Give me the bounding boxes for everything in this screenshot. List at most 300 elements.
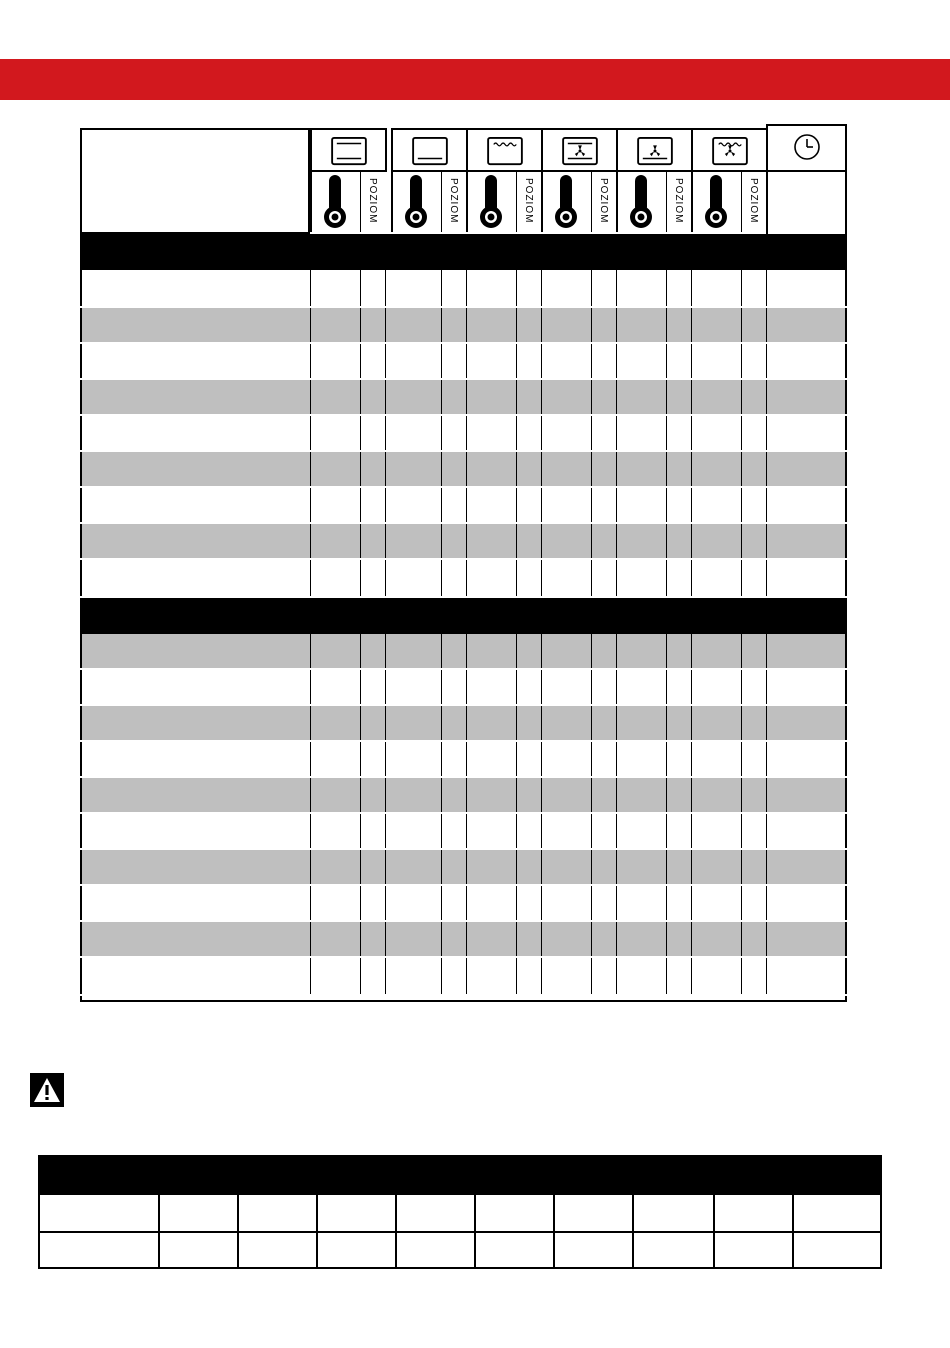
table-cell <box>385 706 441 740</box>
table-cell <box>616 850 666 884</box>
table-cell <box>516 742 541 776</box>
table-cell <box>385 958 441 994</box>
table-row <box>80 742 847 778</box>
summary-cell <box>474 1193 555 1233</box>
level-label: POZIOM <box>748 178 759 224</box>
table-cell <box>691 452 741 486</box>
table-cell <box>385 344 441 378</box>
table-cell <box>691 416 741 450</box>
table-cell <box>516 922 541 956</box>
table-cell <box>385 634 441 668</box>
table-cell <box>766 634 847 668</box>
summary-cell <box>713 1231 794 1269</box>
table-cell <box>80 706 310 740</box>
temperature-header-5 <box>616 170 666 232</box>
table-cell <box>80 634 310 668</box>
table-cell <box>616 670 666 704</box>
table-cell <box>80 308 310 342</box>
table-cell <box>591 488 616 522</box>
section-header-bar <box>80 234 847 270</box>
summary-cell <box>237 1231 318 1269</box>
mode-header-4 <box>541 128 618 172</box>
summary-cell <box>38 1193 160 1233</box>
table-row <box>80 560 847 598</box>
table-cell <box>766 452 847 486</box>
table-cell <box>541 742 591 776</box>
table-cell <box>691 706 741 740</box>
table-cell <box>766 488 847 522</box>
table-cell <box>616 416 666 450</box>
table-cell <box>741 814 766 848</box>
table-cell <box>591 814 616 848</box>
table-cell <box>360 452 385 486</box>
table-cell <box>741 958 766 994</box>
table-cell <box>310 344 360 378</box>
level-label: POZIOM <box>673 178 684 224</box>
table-cell <box>466 270 516 306</box>
table-cell <box>80 524 310 558</box>
table-cell <box>441 922 466 956</box>
table-cell <box>766 922 847 956</box>
table-cell <box>691 922 741 956</box>
table-cell <box>516 814 541 848</box>
level-header-2 <box>441 170 466 232</box>
table-row <box>80 634 847 670</box>
temperature-header-4 <box>541 170 591 232</box>
table-cell <box>766 344 847 378</box>
table-cell <box>741 380 766 414</box>
table-cell <box>666 634 691 668</box>
table-cell <box>516 488 541 522</box>
thermometer-icon <box>626 172 656 230</box>
table-cell <box>466 886 516 920</box>
table-cell <box>441 670 466 704</box>
table-cell <box>591 850 616 884</box>
table-cell <box>385 270 441 306</box>
table-cell <box>466 670 516 704</box>
table-cell <box>591 380 616 414</box>
table-cell <box>360 344 385 378</box>
table-cell <box>616 634 666 668</box>
table-cell <box>80 886 310 920</box>
table-cell <box>385 308 441 342</box>
table-cell <box>466 308 516 342</box>
table-cell <box>466 344 516 378</box>
table-cell <box>466 416 516 450</box>
table-cell <box>441 706 466 740</box>
table-cell <box>516 670 541 704</box>
summary-cell <box>792 1193 882 1233</box>
table-cell <box>310 670 360 704</box>
table-cell <box>360 778 385 812</box>
table-cell <box>666 886 691 920</box>
level-header-5 <box>666 170 691 232</box>
table-cell <box>766 706 847 740</box>
table-cell <box>616 524 666 558</box>
table-cell <box>466 814 516 848</box>
table-cell <box>360 380 385 414</box>
summary-cell <box>474 1231 555 1269</box>
table-cell <box>666 706 691 740</box>
table-cell <box>441 344 466 378</box>
table-cell <box>666 814 691 848</box>
table-cell <box>80 742 310 776</box>
table-cell <box>591 416 616 450</box>
table-cell <box>516 380 541 414</box>
table-cell <box>80 416 310 450</box>
summary-cell <box>792 1231 882 1269</box>
table-cell <box>441 850 466 884</box>
table-cell <box>516 308 541 342</box>
warning-triangle-icon <box>30 1073 64 1107</box>
table-cell <box>360 560 385 596</box>
table-cell <box>616 380 666 414</box>
table-cell <box>80 778 310 812</box>
table-cell <box>310 270 360 306</box>
table-cell <box>766 270 847 306</box>
table-cell <box>616 452 666 486</box>
table-row <box>80 524 847 560</box>
summary-cell <box>158 1231 239 1269</box>
table-cell <box>516 344 541 378</box>
table-cell <box>541 308 591 342</box>
table-cell <box>541 380 591 414</box>
table-cell <box>541 344 591 378</box>
summary-cell <box>553 1231 634 1269</box>
table-cell <box>691 560 741 596</box>
table-cell <box>310 380 360 414</box>
table-cell <box>466 706 516 740</box>
level-header-3 <box>516 170 541 232</box>
table-cell <box>666 270 691 306</box>
table-cell <box>541 416 591 450</box>
table-cell <box>591 706 616 740</box>
table-row <box>80 380 847 416</box>
table-cell <box>666 452 691 486</box>
table-cell <box>466 524 516 558</box>
table-cell <box>80 380 310 414</box>
summary-cell <box>553 1193 634 1233</box>
table-cell <box>691 670 741 704</box>
table-row <box>80 922 847 958</box>
level-label: POZIOM <box>448 178 459 224</box>
table-cell <box>741 922 766 956</box>
table-cell <box>441 560 466 596</box>
table-cell <box>80 670 310 704</box>
table-cell <box>766 560 847 596</box>
table-cell <box>591 308 616 342</box>
table-cell <box>766 524 847 558</box>
table-cell <box>616 742 666 776</box>
table-cell <box>385 524 441 558</box>
table-cell <box>691 524 741 558</box>
temperature-header-3 <box>466 170 516 232</box>
table-cell <box>516 958 541 994</box>
summary-cell <box>632 1193 715 1233</box>
table-cell <box>80 452 310 486</box>
summary-cell <box>632 1231 715 1269</box>
table-cell <box>360 922 385 956</box>
table-cell <box>766 416 847 450</box>
fan-bottom-icon <box>636 136 674 166</box>
table-cell <box>80 560 310 596</box>
table-cell <box>310 886 360 920</box>
table-cell <box>310 706 360 740</box>
summary-cell <box>158 1193 239 1233</box>
table-cell <box>591 344 616 378</box>
table-cell <box>766 308 847 342</box>
temperature-header-2 <box>391 170 441 232</box>
summary-cell <box>395 1193 476 1233</box>
table-cell <box>360 524 385 558</box>
table-cell <box>466 380 516 414</box>
table-cell <box>766 778 847 812</box>
table-cell <box>360 814 385 848</box>
table-cell <box>466 452 516 486</box>
table-cell <box>466 488 516 522</box>
table-cell <box>541 850 591 884</box>
table-cell <box>691 958 741 994</box>
table-cell <box>741 416 766 450</box>
table-cell <box>441 452 466 486</box>
table-cell <box>741 706 766 740</box>
table-cell <box>385 670 441 704</box>
table-cell <box>666 958 691 994</box>
table-cell <box>310 488 360 522</box>
table-cell <box>310 778 360 812</box>
table-cell <box>466 742 516 776</box>
fan-top-bottom-icon <box>561 136 599 166</box>
table-cell <box>310 634 360 668</box>
fan-grill-icon <box>711 136 749 166</box>
table-cell <box>741 850 766 884</box>
table-cell <box>385 850 441 884</box>
table-cell <box>541 634 591 668</box>
table-row <box>80 706 847 742</box>
top-bottom-heat-icon <box>330 136 368 166</box>
table-cell <box>310 814 360 848</box>
table-cell <box>466 560 516 596</box>
table-cell <box>766 814 847 848</box>
table-cell <box>441 416 466 450</box>
time-header-cell <box>766 124 847 172</box>
table-cell <box>80 344 310 378</box>
table-cell <box>441 814 466 848</box>
time-header-blank <box>766 172 847 234</box>
table-cell <box>441 742 466 776</box>
table-cell <box>516 634 541 668</box>
table-cell <box>691 778 741 812</box>
table-cell <box>691 634 741 668</box>
table-cell <box>591 742 616 776</box>
table-cell <box>385 488 441 522</box>
table-cell <box>541 524 591 558</box>
table-cell <box>741 488 766 522</box>
table-cell <box>310 560 360 596</box>
table-cell <box>741 308 766 342</box>
table-cell <box>360 706 385 740</box>
table-cell <box>541 814 591 848</box>
table-cell <box>310 416 360 450</box>
table-cell <box>360 958 385 994</box>
level-label: POZIOM <box>598 178 609 224</box>
table-cell <box>616 270 666 306</box>
temperature-header-1 <box>310 170 360 232</box>
summary-table <box>38 1155 882 1268</box>
level-header-6 <box>741 170 766 232</box>
label-header-cell <box>80 128 310 234</box>
table-cell <box>541 560 591 596</box>
table-cell <box>741 524 766 558</box>
table-cell <box>741 560 766 596</box>
level-label: POZIOM <box>367 178 378 224</box>
table-cell <box>616 922 666 956</box>
table-cell <box>80 958 310 994</box>
table-cell <box>441 958 466 994</box>
summary-cell <box>38 1231 160 1269</box>
thermometer-icon <box>701 172 731 230</box>
table-row <box>80 778 847 814</box>
thermometer-icon <box>320 172 350 230</box>
table-cell <box>591 452 616 486</box>
summary-cell <box>395 1231 476 1269</box>
table-cell <box>441 634 466 668</box>
table-cell <box>766 886 847 920</box>
table-cell <box>441 488 466 522</box>
summary-header-bar <box>38 1155 882 1193</box>
temperature-header-6 <box>691 170 741 232</box>
table-cell <box>666 670 691 704</box>
table-cell <box>385 380 441 414</box>
table-cell <box>310 308 360 342</box>
table-row <box>80 850 847 886</box>
table-cell <box>385 416 441 450</box>
table-cell <box>441 778 466 812</box>
table-cell <box>360 270 385 306</box>
table-cell <box>616 778 666 812</box>
table-cell <box>666 560 691 596</box>
table-cell <box>616 886 666 920</box>
table-cell <box>766 742 847 776</box>
section-header-bar <box>80 598 847 634</box>
table-cell <box>360 742 385 776</box>
table-cell <box>441 270 466 306</box>
mode-header-3 <box>466 128 543 172</box>
table-cell <box>80 270 310 306</box>
thermometer-icon <box>551 172 581 230</box>
table-cell <box>385 742 441 776</box>
table-cell <box>360 488 385 522</box>
table-cell <box>691 344 741 378</box>
table-cell <box>741 270 766 306</box>
thermometer-icon <box>401 172 431 230</box>
table-cell <box>741 886 766 920</box>
table-cell <box>766 670 847 704</box>
table-cell <box>310 922 360 956</box>
summary-cell <box>316 1193 397 1233</box>
grill-icon <box>486 136 524 166</box>
table-cell <box>360 634 385 668</box>
table-cell <box>516 706 541 740</box>
table-cell <box>666 850 691 884</box>
table-cell <box>360 886 385 920</box>
table-cell <box>691 850 741 884</box>
table-cell <box>591 670 616 704</box>
summary-cell <box>713 1193 794 1233</box>
table-cell <box>541 670 591 704</box>
table-cell <box>516 452 541 486</box>
table-cell <box>591 958 616 994</box>
table-cell <box>360 308 385 342</box>
table-cell <box>691 270 741 306</box>
table-row <box>80 488 847 524</box>
table-cell <box>741 344 766 378</box>
table-cell <box>766 380 847 414</box>
table-cell <box>385 922 441 956</box>
table-cell <box>691 488 741 522</box>
table-cell <box>441 380 466 414</box>
table-cell <box>441 308 466 342</box>
table-cell <box>310 524 360 558</box>
table-cell <box>516 416 541 450</box>
table-cell <box>516 270 541 306</box>
table-cell <box>541 270 591 306</box>
table-cell <box>591 886 616 920</box>
table-cell <box>666 308 691 342</box>
table-cell <box>591 270 616 306</box>
table-cell <box>541 452 591 486</box>
table-cell <box>591 778 616 812</box>
table-cell <box>591 922 616 956</box>
table-cell <box>310 742 360 776</box>
table-cell <box>466 922 516 956</box>
table-cell <box>741 634 766 668</box>
table-cell <box>385 886 441 920</box>
table-cell <box>691 886 741 920</box>
summary-cell <box>237 1193 318 1233</box>
table-cell <box>360 416 385 450</box>
level-header-1 <box>360 170 385 232</box>
table-cell <box>666 778 691 812</box>
table-cell <box>766 850 847 884</box>
header-banner <box>0 59 950 100</box>
table-cell <box>385 452 441 486</box>
table-cell <box>616 814 666 848</box>
table-cell <box>466 958 516 994</box>
table-row <box>80 416 847 452</box>
table-cell <box>80 814 310 848</box>
mode-header-5 <box>616 128 693 172</box>
table-cell <box>666 742 691 776</box>
table-cell <box>691 380 741 414</box>
thermometer-icon <box>476 172 506 230</box>
table-cell <box>516 850 541 884</box>
table-cell <box>666 922 691 956</box>
table-cell <box>385 778 441 812</box>
table-cell <box>441 524 466 558</box>
table-cell <box>616 344 666 378</box>
table-cell <box>466 778 516 812</box>
table-cell <box>741 778 766 812</box>
table-cell <box>385 560 441 596</box>
table-cell <box>516 886 541 920</box>
table-cell <box>741 670 766 704</box>
table-cell <box>441 886 466 920</box>
mode-header-6 <box>691 128 768 172</box>
table-cell <box>741 452 766 486</box>
table-cell <box>666 488 691 522</box>
table-cell <box>541 488 591 522</box>
